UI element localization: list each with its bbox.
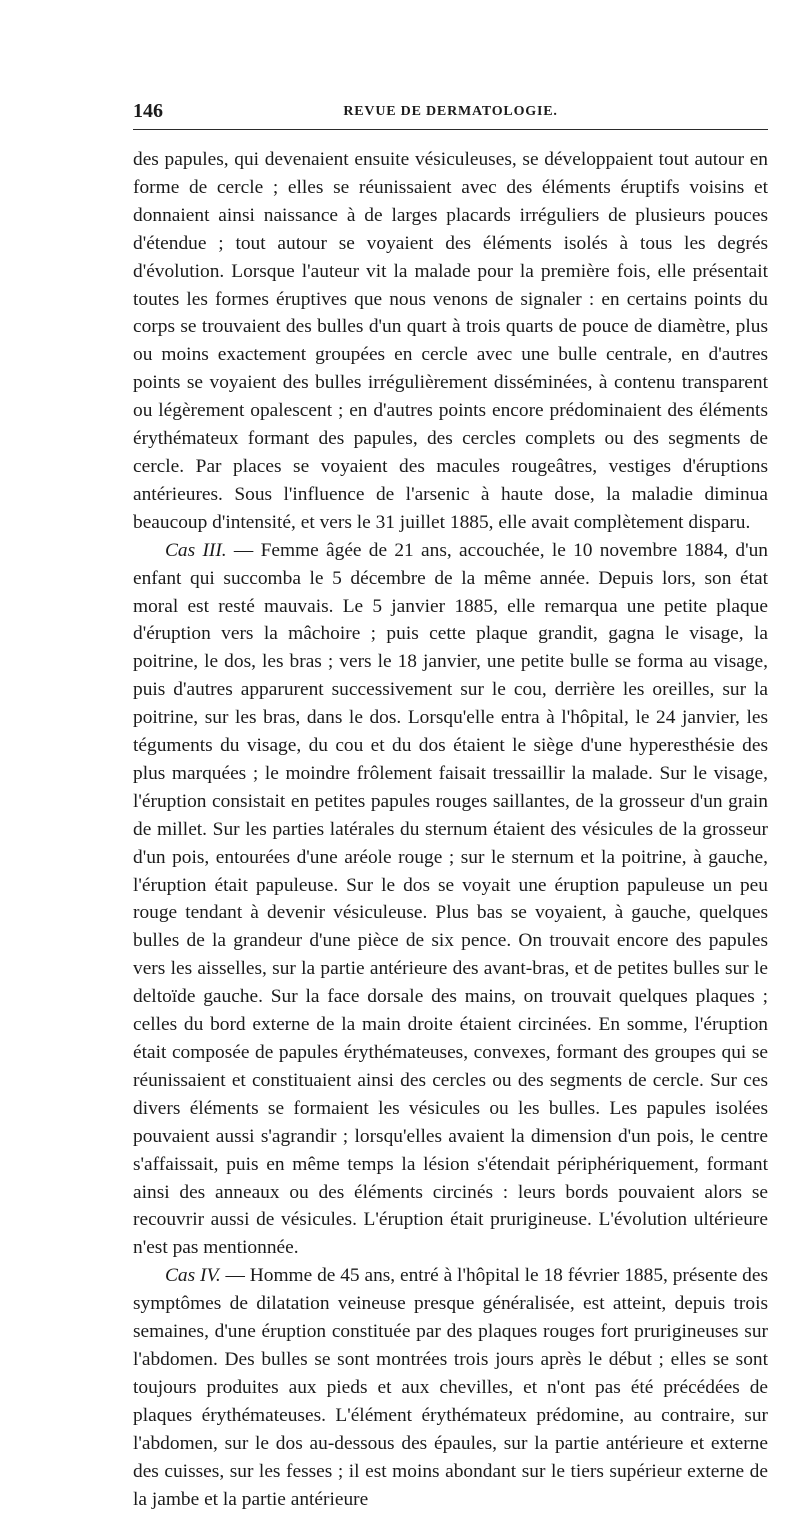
- case-label: Cas IV.: [165, 1265, 221, 1287]
- running-head: REVUE DE DERMATOLOGIE.: [343, 104, 558, 119]
- page-header: [133, 100, 768, 124]
- paragraph-text: — Homme de 45 ans, entré à l'hôpital le 18 février 1885, présente des symptômes de dilatation veineuse presque généralisée, est atteint, depuis trois semaines, d'une éruption constituée par des plaques rouges fort prurigineuses sur l'abdomen. Des bulles se sont montrées trois jours après le début ; elles se sont toujours produites aux pieds et aux chevilles, et n'ont pas été précédées de plaques érythémateuses. L'élément érythémateux prédomine, au contraire, sur l'abdomen, sur le dos au-dessous des épaules, sur la partie antérieure et externe des cuisses, sur les fesses ; il est moins abondant sur le tiers supérieur externe de la jambe et la partie antérieure: [133, 1265, 769, 1510]
- paragraph-text: des papules, qui devenaient ensuite vésiculeuses, se développaient tout autour en forme de cercle ; elles se réunissaient avec des éléments éruptifs voisins et donnaient ainsi naissance à de larges placards irréguliers de plusieurs pouces d'étendue ; tout autour se voyaient des éléments isolés à tous les degrés d'évolution. Lorsque l'auteur vit la malade pour la première fois, elle présentait toutes les formes éruptives que nous venons de signaler : en certains points du corps se trouvaient des bulles d'un quart à trois quarts de pouce de diamètre, plus ou moins exactement groupées en cercle avec une bulle centrale, en d'autres points se voyaient des bulles irrégulièrement disséminées, à contenu transparent ou légèrement opalescent ; en d'autres points encore prédominaient des éléments érythémateux formant des papules, des cercles complets ou des segments de cercle. Par places se voyaient des macules rougeâtres, vestiges d'éruptions antérieures. Sous l'influence de l'arsenic à haute dose, la maladie diminua beaucoup d'intensité, et vers le 31 juillet 1885, elle avait complètement disparu.: [133, 149, 768, 533]
- body-text: [133, 146, 768, 1513]
- paragraph-case-4: [133, 1262, 768, 1513]
- paragraph-text: — Femme âgée de 21 ans, accouchée, le 10 novembre 1884, d'un enfant qui succomba le 5 décembre de la même année. Depuis lors, son état moral est resté mauvais. Le 5 janvier 1885, elle remarqua une petite plaque d'éruption vers la mâchoire ; puis cette plaque grandit, gagna le visage, la poitrine, le dos, les bras ; vers le 18 janvier, une petite bulle se forma au visage, puis d'autres apparurent successivement sur le cou, derrière les oreilles, sur la poitrine, sur les bras, dans le dos. Lorsqu'elle entra à l'hôpital, le 24 janvier, les téguments du visage, du cou et du dos étaient le siège d'une hyperesthésie des plus marquées ; le moindre frôlement faisait tressaillir la malade. Sur le visage, l'éruption consistait en petites papules rouges saillantes, de la grosseur d'un grain de millet. Sur les parties latérales du sternum étaient des vésicules de la grosseur d'un pois, entourées d'une aréole rouge ; sur le sternum et la poitrine, à gauche, l'éruption était papuleuse. Sur le dos se voyait une éruption papuleuse un peu rouge tendant à devenir vésiculeuse. Plus bas se voyaient, à gauche, quelques bulles de la grandeur d'une pièce de six pence. On trouvait encore des papules vers les aisselles, sur la partie antérieure des avant-bras, et de petites bulles sur le deltoïde gauche. Sur la face dorsale des mains, on trouvait quelques plaques ; celles du bord externe de la main droite étaient circinées. En somme, l'éruption était composée de papules érythémateuses, convexes, formant des groupes qui se réunissaient et constituaient ainsi des cercles ou des segments de cercle. Sur ces divers éléments se formaient les vésicules ou les bulles. Les papules isolées pouvaient aussi s'agrandir ; lorsqu'elles avaient la dimension d'un pois, le centre s'affaissait, puis en même temps la lésion s'étendait périphériquement, formant ainsi des anneaux ou des éléments circinés : leurs bords pouvaient alors se recouvrir aussi de vésicules. L'éruption était prurigineuse. L'évolution ultérieure n'est pas mentionnée.: [133, 539, 769, 1259]
- paragraph-case-3: [133, 537, 768, 1263]
- header-rule: [133, 129, 768, 130]
- paragraph-continuation: [133, 146, 768, 537]
- case-label: Cas III.: [165, 539, 227, 561]
- page-number: 146: [133, 100, 163, 122]
